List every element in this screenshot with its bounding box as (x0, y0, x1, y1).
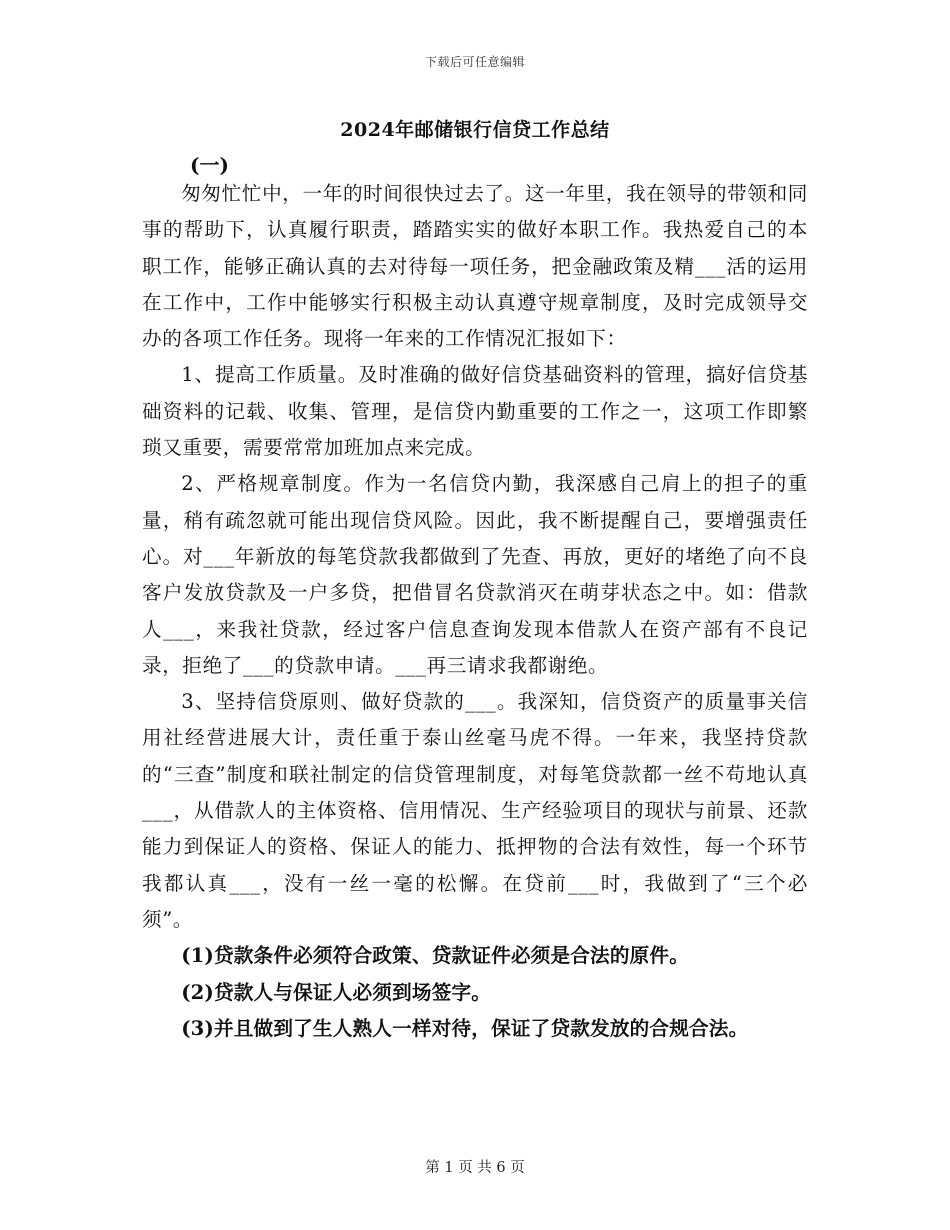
paragraph-intro: 匆匆忙忙中，一年的时间很快过去了。这一年里，我在领导的带领和同事的帮助下，认真履行职责，踏踏实实的做好本职工作。我热爱自己的本职工作，能够正确认真的去对待每一项任务，把金融政策及精___活的运用在工作中，工作中能够实行积极主动认真遵守规章制度，及时完成领导交办的各项工作任务。现将一年来的工作情况汇报如下： (142, 182, 808, 351)
header-note: 下载后可任意编辑 (424, 55, 525, 69)
paragraph-item-1: 1、提高工作质量。及时准确的做好信贷基础资料的管理，搞好信贷基础资料的记载、收集、管理，是信贷内勤重要的工作之一，这项工作即繁琐又重要，需要常常加班加点来完成。 (142, 363, 808, 460)
page-footer: 第 1 页 共 6 页 (425, 1160, 525, 1176)
document-title: 2024年邮储银行信贷工作总结 (340, 119, 610, 141)
document-body (142, 176, 808, 1047)
bold-item-3: (3)并且做到了生人熟人一样对待，保证了贷款发放的合规合法。 (181, 1016, 749, 1040)
bold-item-2: (2)贷款人与保证人必须到场签字。 (181, 980, 492, 1004)
bold-item-1: (1)贷款条件必须符合政策、贷款证件必须是合法的原件。 (181, 944, 690, 968)
section-label: (一) (190, 153, 229, 177)
paragraph-item-3: 3、坚持信贷原则、做好贷款的___。我深知，信贷资产的质量事关信用社经营进展大计，责任重于泰山丝毫马虎不得。一年来，我坚持贷款的“三查”制度和联社制定的信贷管理制度，对每笔贷款都一丝不苟地认真___，从借款人的主体资格、信用情况、生产经验项目的现状与前景、还款能力到保证人的资格、保证人的能力、抵押物的合法有效性，每一个环节我都认真___，没有一丝一毫的松懈。在贷前___时，我做到了“三个必须”。 (142, 690, 808, 931)
paragraph-item-2: 2、严格规章制度。作为一名信贷内勤，我深感自己肩上的担子的重量，稍有疏忽就可能出现信贷风险。因此，我不断提醒自己，要增强责任心。对___年新放的每笔贷款我都做到了先查、再放，更好的堵绝了向不良客户发放贷款及一户多贷，把借冒名贷款消灭在萌芽状态之中。如：借款人___，来我社贷款，经过客户信息查询发现本借款人在资产部有不良记录，拒绝了___的贷款申请。___再三请求我都谢绝。 (142, 472, 808, 677)
